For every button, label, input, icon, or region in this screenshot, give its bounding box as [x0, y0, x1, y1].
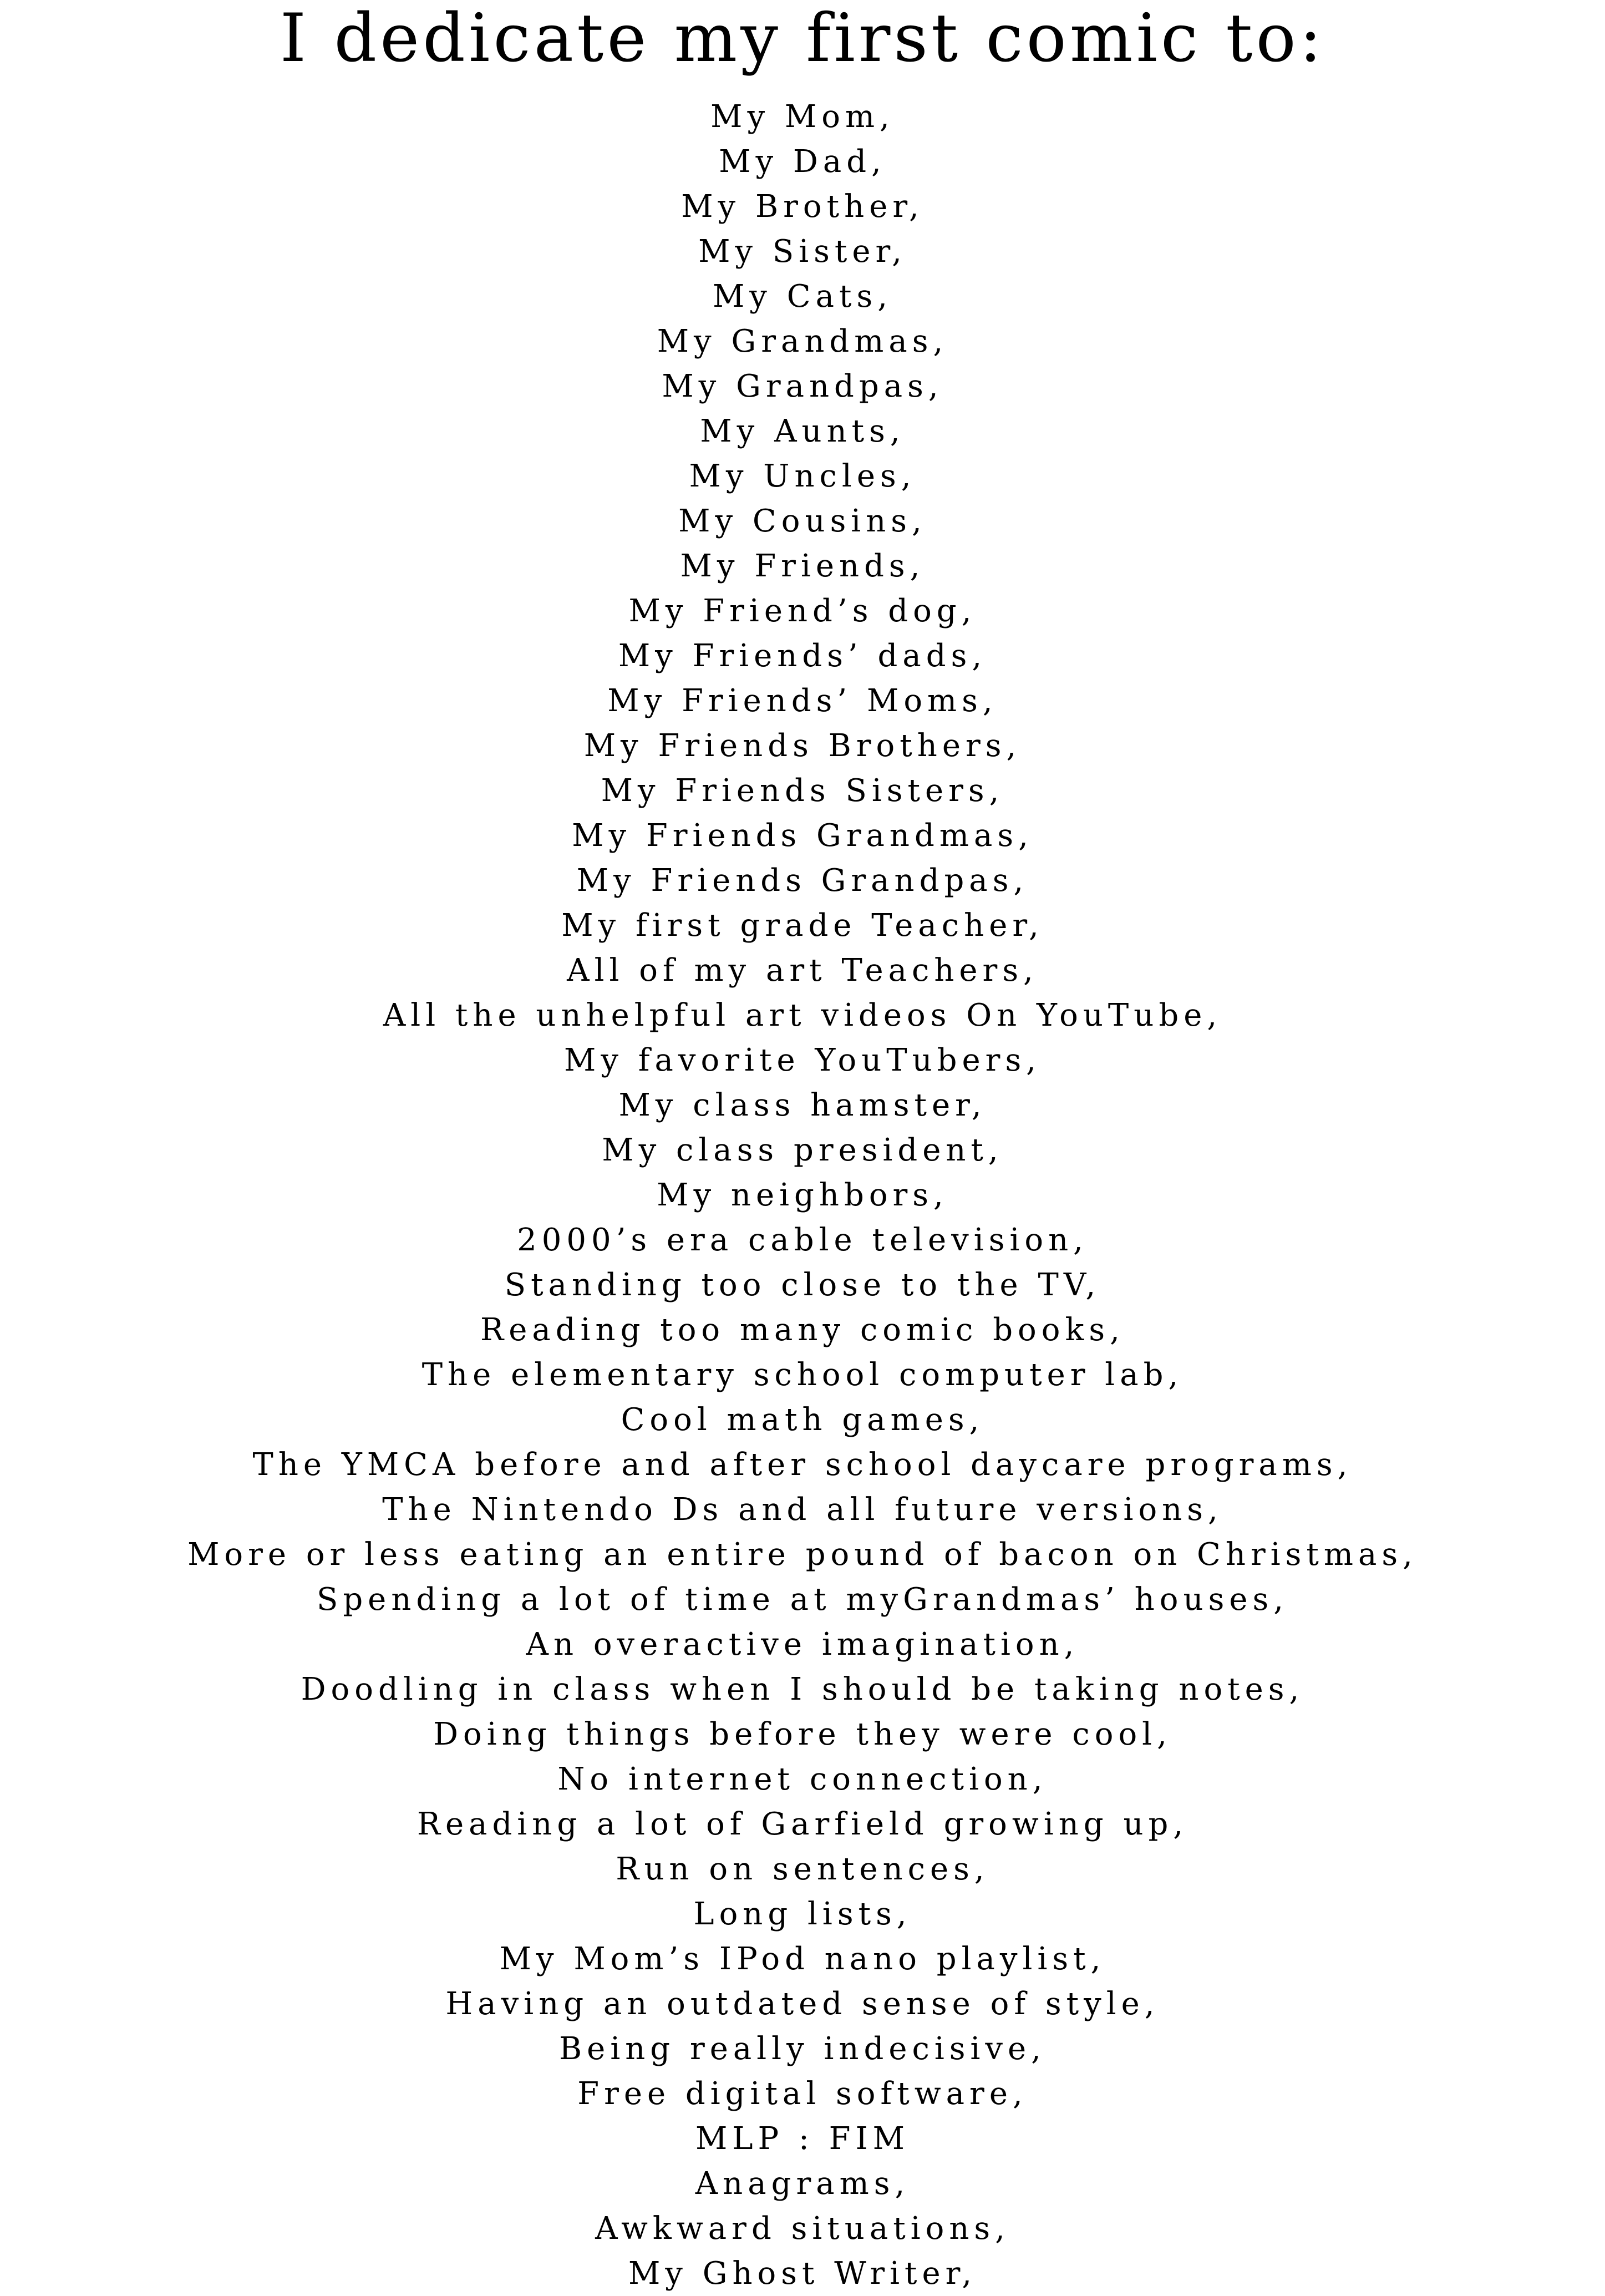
dedication-line: Standing too close to the TV, — [504, 1267, 1101, 1303]
dedication-line: Spending a lot of time at myGrandmas’ houses, — [316, 1582, 1289, 1618]
dedication-line: Having an outdated sense of style, — [445, 1986, 1160, 2022]
dedication-line: Reading too many comic books, — [480, 1312, 1125, 1348]
dedication-line: My Friends’ Moms, — [607, 683, 998, 719]
page-title: I dedicate my first comic to: — [280, 0, 1325, 77]
dedication-line: MLP : FIM — [695, 2121, 910, 2157]
dedication-line: The Nintendo Ds and all future versions, — [382, 1492, 1223, 1528]
dedication-line: My Uncles, — [689, 458, 916, 494]
dedication-line: My Friends Grandmas, — [572, 818, 1033, 854]
dedication-line: Free digital software, — [577, 2076, 1028, 2112]
dedication-line: My Friends Sisters, — [601, 773, 1004, 809]
dedication-line: Awkward situations, — [595, 2211, 1010, 2247]
dedication-line: My Grandpas, — [662, 368, 943, 404]
dedication-list — [0, 94, 1605, 2296]
dedication-line: My Friends Brothers, — [583, 728, 1022, 764]
dedication-line: My Grandmas, — [657, 323, 948, 359]
dedication-line: My Mom, — [710, 99, 895, 135]
dedication-line: My Aunts, — [700, 413, 905, 449]
dedication-line: Doodling in class when I should be taking notes, — [301, 1671, 1304, 1707]
dedication-line: Reading a lot of Garfield growing up, — [417, 1806, 1188, 1842]
dedication-line: More or less eating an entire pound of bacon on Christmas, — [187, 1537, 1418, 1573]
dedication-line: Cool math games, — [621, 1402, 984, 1438]
dedication-line: My Mom’s IPod nano playlist, — [499, 1941, 1106, 1977]
dedication-line: 2000’s era cable television, — [517, 1222, 1088, 1258]
dedication-line: My Cats, — [712, 278, 893, 315]
dedication-line: My Friends’ dads, — [618, 638, 987, 674]
dedication-line: My Dad, — [719, 144, 886, 180]
dedication-line: Doing things before they were cool, — [433, 1716, 1172, 1752]
dedication-line: All of my art Teachers, — [567, 952, 1038, 989]
dedication-line: My neighbors, — [657, 1177, 948, 1213]
dedication-line: No internet connection, — [557, 1761, 1048, 1797]
dedication-line: My class hamster, — [618, 1087, 987, 1123]
dedication-line: The elementary school computer lab, — [421, 1357, 1184, 1393]
dedication-line: My first grade Teacher, — [561, 908, 1044, 944]
dedication-line: My favorite YouTubers, — [564, 1042, 1041, 1078]
dedication-line: All the unhelpful art videos On YouTube, — [383, 997, 1222, 1033]
dedication-line: My class president, — [602, 1132, 1003, 1168]
dedication-line: My Friends Grandpas, — [576, 863, 1029, 899]
dedication-line: My Ghost Writer, — [628, 2256, 977, 2292]
dedication-line: Being really indecisive, — [559, 2031, 1046, 2067]
dedication-line: Anagrams, — [695, 2166, 910, 2202]
dedication-line: My Friends, — [680, 548, 925, 584]
dedication-line: My Brother, — [681, 189, 924, 225]
dedication-line: An overactive imagination, — [526, 1626, 1079, 1663]
dedication-line: The YMCA before and after school daycare programs, — [252, 1447, 1353, 1483]
dedication-line: My Cousins, — [678, 503, 927, 539]
dedication-line: Run on sentences, — [616, 1851, 989, 1887]
dedication-line: My Friend’s dog, — [628, 593, 977, 629]
dedication-line: My Sister, — [698, 234, 907, 270]
dedication-line: Long lists, — [693, 1896, 912, 1932]
